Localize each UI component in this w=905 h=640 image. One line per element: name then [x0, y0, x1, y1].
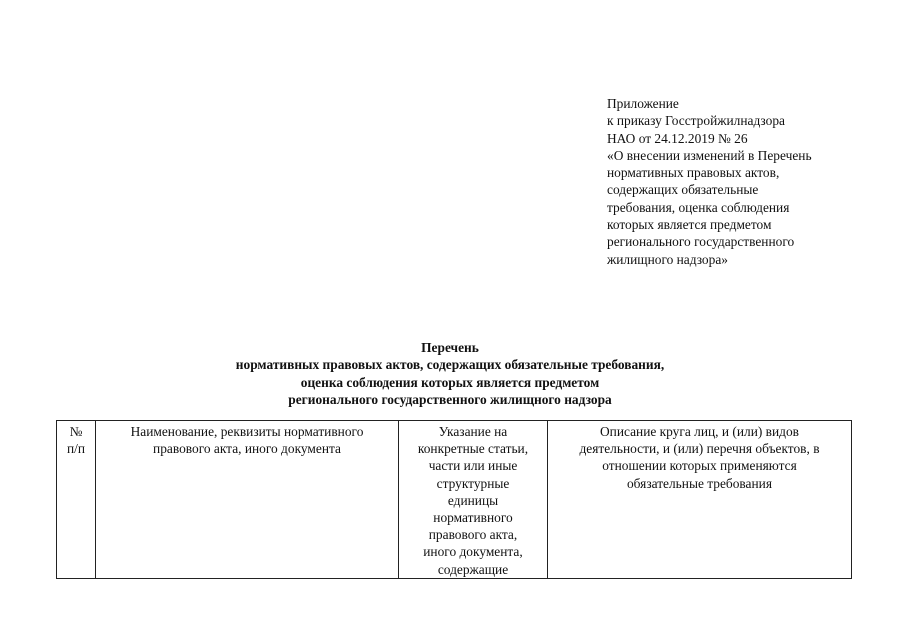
- table-header-row: [57, 421, 852, 579]
- title-line: регионального государственного жилищного надзора: [288, 391, 612, 407]
- title-line: оценка соблюдения которых является предметом: [300, 374, 600, 390]
- header-articles: [399, 421, 548, 579]
- header-line: Наименование, реквизиты нормативного: [130, 424, 364, 439]
- header-line: иного документа,: [423, 544, 523, 560]
- header-line: п/п: [66, 441, 86, 457]
- appendix-line: регионального государственного: [607, 234, 795, 250]
- header-line: нормативного: [433, 510, 513, 526]
- appendix-line: Приложение: [607, 96, 679, 111]
- appendix-line: НАО от 24.12.2019 № 26: [607, 130, 748, 146]
- header-number: [57, 421, 96, 579]
- appendix-line: нормативных правовых актов,: [607, 165, 780, 181]
- appendix-line: к приказу Госстройжилнадзора: [607, 113, 785, 129]
- header-line: деятельности, и (или) перечня объектов, в: [579, 441, 820, 457]
- header-line: Указание на: [438, 424, 508, 439]
- header-scope: [548, 421, 852, 579]
- appendix-line: содержащих обязательные: [607, 182, 759, 198]
- appendix-line: требования, оценка соблюдения: [607, 199, 790, 215]
- header-line: части или иные: [428, 458, 518, 474]
- header-line: конкретные статьи,: [417, 441, 529, 457]
- appendix-line: «О внесении изменений в Перечень: [607, 147, 812, 163]
- appendix-note: [607, 95, 867, 268]
- requirements-table: [56, 420, 852, 579]
- appendix-line: жилищного надзора»: [607, 251, 728, 267]
- header-line: отношении которых применяются: [602, 458, 797, 474]
- appendix-line: которых является предметом: [607, 217, 772, 233]
- title-line: Перечень: [421, 340, 479, 355]
- title-line: нормативных правовых актов, содержащих обязательные требования,: [235, 357, 665, 373]
- header-line: Описание круга лиц, и (или) видов: [599, 424, 799, 439]
- header-line: содержащие: [437, 561, 509, 577]
- header-line: обязательные требования: [626, 475, 772, 491]
- document-title: [150, 339, 750, 408]
- header-line: правового акта, иного документа: [153, 441, 341, 457]
- header-act-name: [96, 421, 399, 579]
- header-line: единицы: [447, 492, 499, 508]
- header-line: №: [69, 424, 83, 439]
- header-line: структурные: [436, 475, 510, 491]
- header-line: правового акта,: [428, 527, 518, 543]
